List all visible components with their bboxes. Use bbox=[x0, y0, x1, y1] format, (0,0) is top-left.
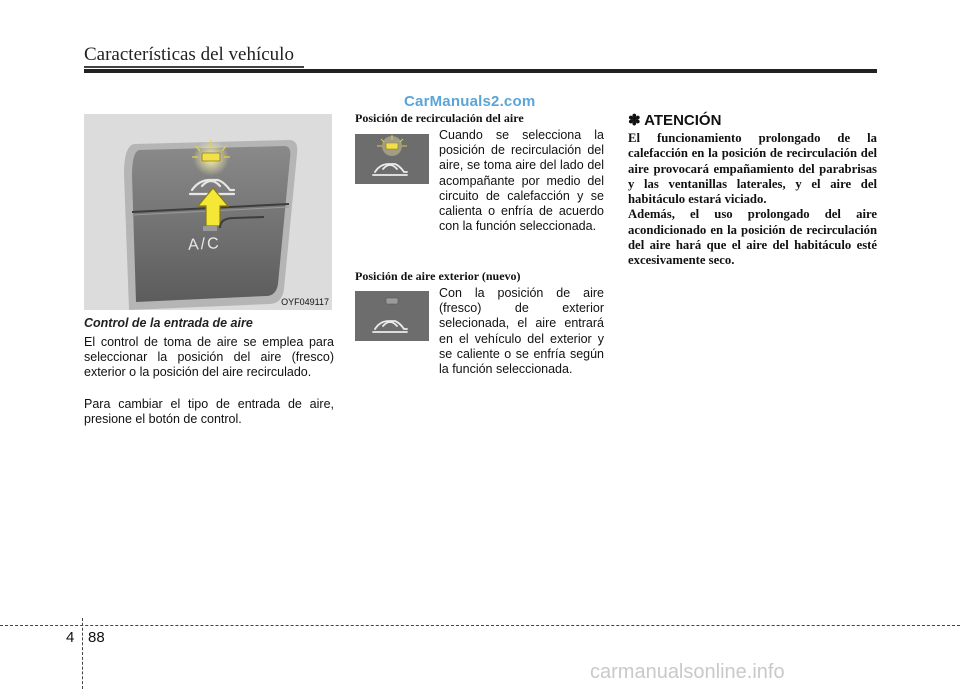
recirculation-text: Cuando se selecciona la posición de recirculación del aire, se toma aire del lado del acompañante por medio del circuito de calefacción y se calienta o enfría de acuerdo con la función seleccionada. bbox=[439, 128, 604, 234]
header-title: Características del vehículo bbox=[84, 44, 294, 65]
outside-air-text: Con la posición de aire (fresco) de exterior selecionada, el aire entrará en el vehículo del exterior y se caliente o se enfría según la función seleccionada. bbox=[439, 286, 604, 377]
control-heading: Control de la entrada de aire bbox=[84, 316, 253, 330]
caution-paragraph-2: Además, el uso prolongado del aire acondicionado en la posición de recirculación del aire hará que el aire del habitáculo esté excesivamente seco. bbox=[628, 207, 877, 268]
recirculation-heading: Posición de recirculación del aire bbox=[355, 111, 524, 125]
car-recirculation-icon bbox=[373, 164, 407, 175]
footer-vertical-divider bbox=[82, 618, 83, 689]
outside-air-heading: Posición de aire exterior (nuevo) bbox=[355, 269, 521, 283]
ac-indicator-icon bbox=[203, 226, 217, 231]
recirculation-figure bbox=[355, 134, 429, 184]
caution-title: ✽ ATENCIÓN bbox=[628, 112, 722, 129]
chapter-number: 4 bbox=[66, 629, 75, 646]
figure-code: OYF049117 bbox=[281, 297, 329, 307]
car-outside-air-icon bbox=[373, 321, 407, 332]
header-rule-accent bbox=[84, 66, 304, 68]
header-rule bbox=[84, 69, 877, 73]
caution-body bbox=[628, 131, 877, 269]
watermark-top[interactable]: CarManuals2.com bbox=[404, 93, 536, 110]
outside-air-figure bbox=[355, 291, 429, 341]
control-paragraph-2: Para cambiar el tipo de entrada de aire, presione el botón de control. bbox=[84, 397, 334, 426]
caution-paragraph-1: El funcionamiento prolongado de la calefacción en la posición de recirculación del aire provocará empañamiento del parabrisas y las ventanillas laterales, y el aire del habitáculo estará viciado. bbox=[628, 131, 877, 207]
page-number: 88 bbox=[88, 629, 105, 646]
main-figure bbox=[84, 114, 332, 310]
control-paragraph-1: El control de toma de aire se emplea para seleccionar la posición del aire (fresco) exterior o la posición del aire recirculado. bbox=[84, 335, 334, 379]
ac-button-label: A/C bbox=[187, 235, 222, 254]
watermark-bottom[interactable]: carmanualsonline.info bbox=[590, 661, 785, 683]
footer-divider bbox=[0, 625, 960, 626]
ac-panel-illustration bbox=[84, 114, 332, 310]
indicator-on-icon bbox=[386, 143, 398, 149]
indicator-off-icon bbox=[386, 298, 398, 304]
